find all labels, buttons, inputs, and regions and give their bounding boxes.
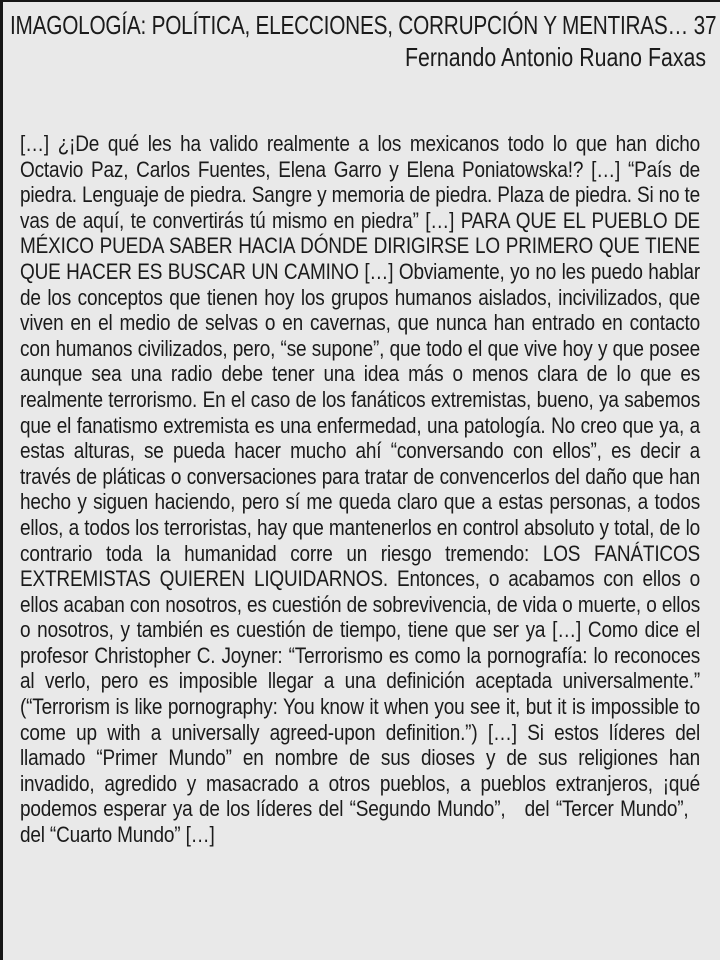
page-left-border xyxy=(0,0,3,960)
page-body xyxy=(0,131,720,848)
body-paragraph: […] ¿¡De qué les ha valido realmente a los mexicanos todo lo que han dicho Octavio Paz, Carlos Fuentes, Elena Garro y Elena Poniatowska!? […] “País de piedra. Lenguaje de piedra. Sangre y memoria de piedra. Plaza de piedra. Si no te vas de aquí, te convertirás tú mismo en piedra” […] PARA QUE EL PUEBLO DE MÉXICO PUEDA SABER HACIA DÓNDE DIRIGIRSE LO PRIMERO QUE TIENE QUE HACER ES BUSCAR UN CAMINO […] Obviamente, yo no les puedo hablar de los conceptos que tienen hoy los grupos humanos aislados, incivilizados, que viven en el medio de selvas o en cavernas, que nunca han entrado en contacto con humanos civilizados, pero, “se supone”, que todo el que vive hoy y que posee aunque sea una radio debe tener una idea más o menos clara de lo que es realmente terrorismo. En el caso de los fanáticos extremistas, bueno, ya sabemos que el fanatismo extremista es una enfermedad, una patología. No creo que ya, a estas alturas, se pueda hacer mucho ahí “conversando con ellos”, es decir a través de pláticas o conversaciones para tratar de convencerlos del daño que han hecho y siguen haciendo, pero sí me queda claro que a estas personas, a todos ellos, a todos los terroristas, hay que mantenerlos en control absoluto y total, de lo contrario toda la humanidad corre un riesgo tremendo: LOS FANÁTICOS EXTREMISTAS QUIEREN LIQUIDARNOS. Entonces, o acabamos con ellos o ellos acaban con nosotros, es cuestión de sobrevivencia, de vida o muerte, o ellos o nosotros, y también es cuestión de tiempo, tiene que ser ya […] Como dice el profesor Christopher C. Joyner: “Terrorismo es como la pornografía: lo reconoces al verlo, pero es imposible llegar a una definición aceptada universalmente.” (“Terrorism is like pornography: You know it when you see it, but it is impossible to come up with a universally agreed-upon definition.”) […] Si estos líderes del llamado “Primer Mundo” en nombre de sus dioses y de sus religiones han invadido, agredido y masacrado a otros pueblos, a pueblos extranjeros, ¡qué podemos esperar ya de los líderes del “Segundo Mundo”, del “Tercer Mundo”, del “Cuarto Mundo” […] xyxy=(20,131,701,848)
page-top-border xyxy=(0,0,720,2)
page-title: IMAGOLOGÍA: POLÍTICA, ELECCIONES, CORRUPCIÓN Y MENTIRAS… 37 xyxy=(10,10,717,40)
page-header xyxy=(0,0,720,73)
page-author: Fernando Antonio Ruano Faxas xyxy=(404,42,706,72)
